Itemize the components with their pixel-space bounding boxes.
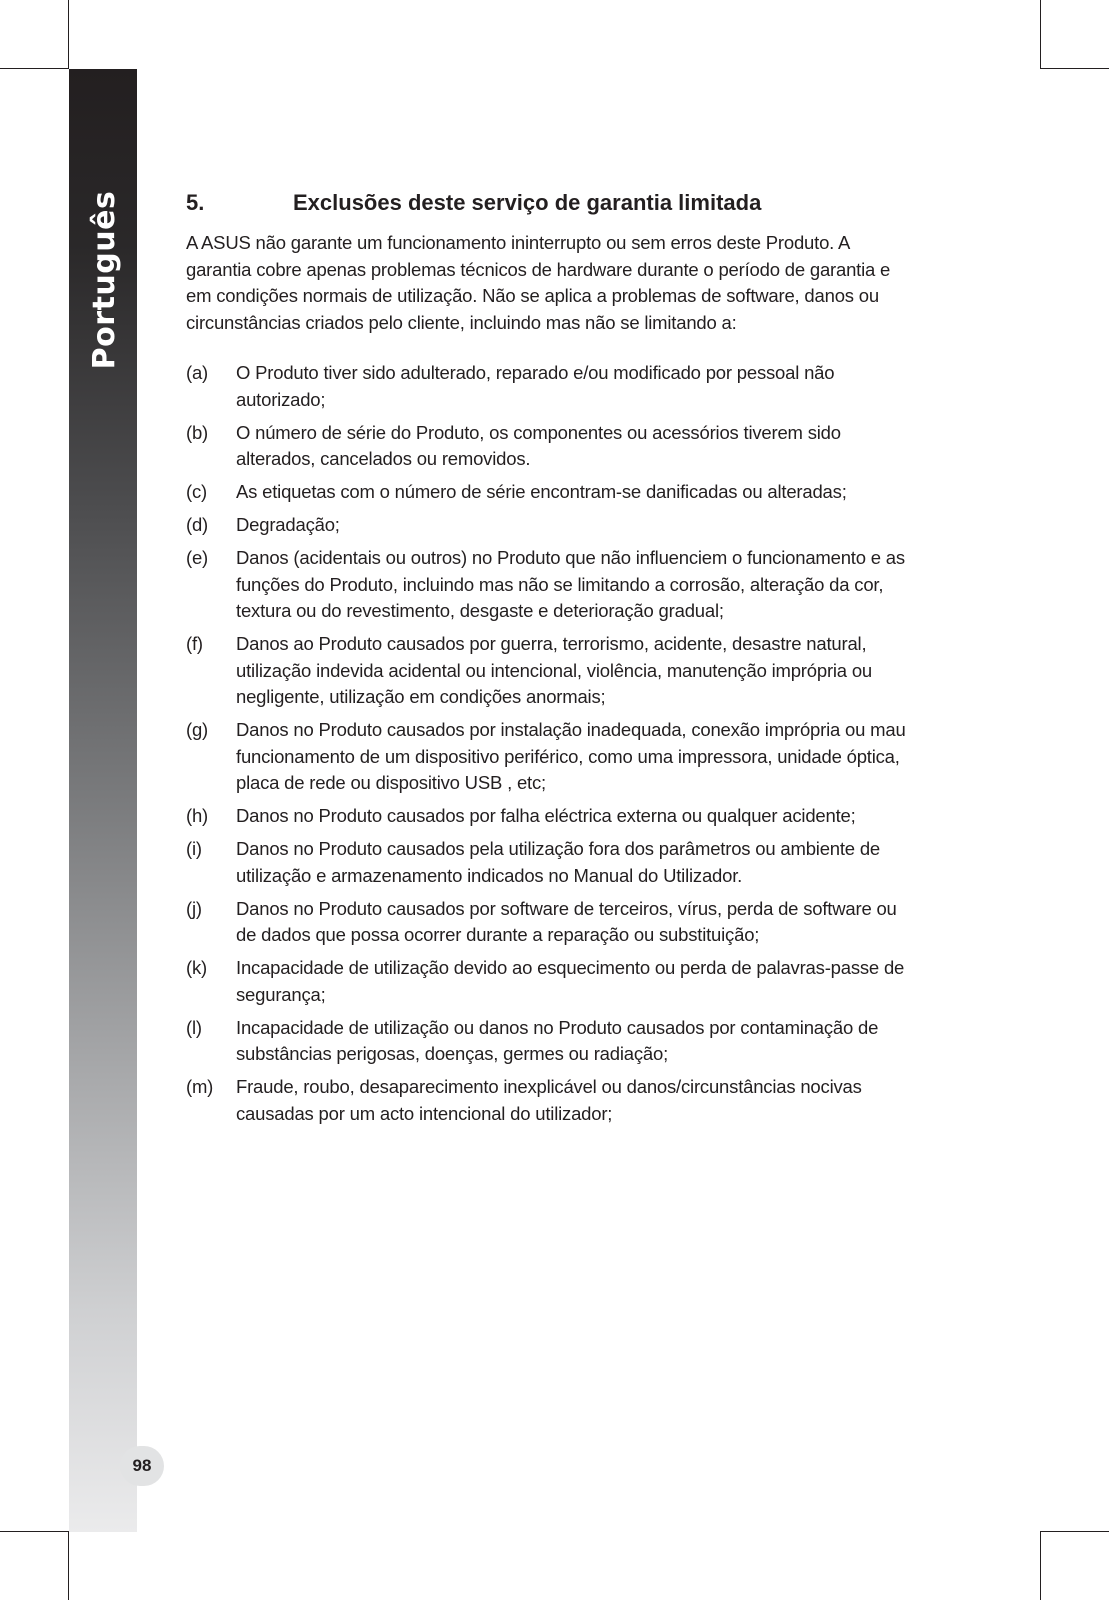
item-letter: (k) xyxy=(186,957,207,978)
list-item xyxy=(186,803,910,830)
crop-mark-top-left-vertical xyxy=(68,0,69,69)
list-item xyxy=(186,1015,910,1068)
item-text: Degradação; xyxy=(236,514,340,535)
item-text: Danos (acidentais ou outros) no Produto que não influenciem o funcionamento e as funções do Produto, incluindo mas não se limitando a corrosão, alteração da cor, textura ou do revestimento, desgaste e deterioração gradual; xyxy=(236,547,905,621)
crop-mark-bottom-left-horizontal xyxy=(0,1531,69,1532)
item-letter: (c) xyxy=(186,481,207,502)
item-text: O número de série do Produto, os componentes ou acessórios tiverem sido alterados, cancelados ou removidos. xyxy=(236,421,841,469)
list-item xyxy=(186,717,910,797)
list-item xyxy=(186,479,910,506)
item-text: Danos ao Produto causados por guerra, terrorismo, acidente, desastre natural, utilização indevida acidental ou intencional, violência, manutenção imprópria ou negligente, utilização em condições anormais; xyxy=(236,633,873,707)
page-number: 98 xyxy=(120,1446,164,1486)
list-item xyxy=(186,360,910,413)
list-item xyxy=(186,545,910,625)
crop-mark-top-right-horizontal xyxy=(1040,68,1109,69)
item-letter: (d) xyxy=(186,514,209,535)
list-item xyxy=(186,631,910,711)
section-number: 5. xyxy=(186,190,205,215)
main-content xyxy=(186,188,910,1134)
crop-mark-top-right-vertical xyxy=(1040,0,1041,69)
item-letter: (m) xyxy=(186,1076,214,1097)
item-letter: (e) xyxy=(186,547,209,568)
list-item xyxy=(186,836,910,889)
item-text: Fraude, roubo, desaparecimento inexplicável ou danos/circunstâncias nocivas causadas por um acto intencional do utilizador; xyxy=(236,1076,862,1124)
list-item xyxy=(186,512,910,539)
item-text: As etiquetas com o número de série encontram-se danificadas ou alteradas; xyxy=(236,481,847,502)
item-letter: (f) xyxy=(186,633,203,654)
item-text: Danos no Produto causados por instalação inadequada, conexão imprópria ou mau funcionamento de um dispositivo periférico, como uma impressora, unidade óptica, placa de rede ou dispositivo USB , etc; xyxy=(236,719,906,793)
list-item xyxy=(186,1074,910,1127)
item-text: Danos no Produto causados por software de terceiros, vírus, perda de software ou de dados que possa ocorrer durante a reparação ou substituição; xyxy=(236,897,897,945)
item-text: O Produto tiver sido adulterado, reparado e/ou modificado por pessoal não autorizado; xyxy=(236,362,835,410)
item-text: Danos no Produto causados pela utilização fora dos parâmetros ou ambiente de utilização e armazenamento indicados no Manual do Utilizador. xyxy=(236,838,881,886)
item-letter: (h) xyxy=(186,805,209,826)
item-letter: (l) xyxy=(186,1016,202,1038)
intro-paragraph: A ASUS não garante um funcionamento ininterrupto ou sem erros deste Produto. A garantia cobre apenas problemas técnicos de hardware durante o período de garantia e em condições normais de utilização. Não se aplica a problemas de software, danos ou circunstâncias criados pelo cliente, incluindo mas não se limitando a: xyxy=(186,232,891,333)
crop-mark-bottom-left-vertical xyxy=(68,1531,69,1600)
item-text: Danos no Produto causados por falha eléctrica externa ou qualquer acidente; xyxy=(236,805,856,826)
item-letter: (j) xyxy=(186,897,202,919)
crop-mark-bottom-right-vertical xyxy=(1040,1531,1041,1600)
crop-mark-top-left-horizontal xyxy=(0,68,69,69)
item-text: Incapacidade de utilização devido ao esquecimento ou perda de palavras-passe de segurança; xyxy=(236,957,905,1005)
item-letter: (a) xyxy=(186,362,209,383)
item-letter: (b) xyxy=(186,421,209,443)
item-text: Incapacidade de utilização ou danos no Produto causados por contaminação de substâncias perigosas, doenças, germes ou radiação; xyxy=(236,1016,879,1064)
section-title: Exclusões deste serviço de garantia limitada xyxy=(293,190,762,215)
section-heading xyxy=(186,188,910,218)
list-item xyxy=(186,955,910,1008)
item-letter: (i) xyxy=(186,838,202,859)
language-label: Português xyxy=(87,190,122,370)
item-letter: (g) xyxy=(186,719,209,740)
list-item xyxy=(186,420,910,473)
crop-mark-bottom-right-horizontal xyxy=(1040,1531,1109,1532)
exclusions-list xyxy=(186,360,910,1127)
list-item xyxy=(186,896,910,949)
